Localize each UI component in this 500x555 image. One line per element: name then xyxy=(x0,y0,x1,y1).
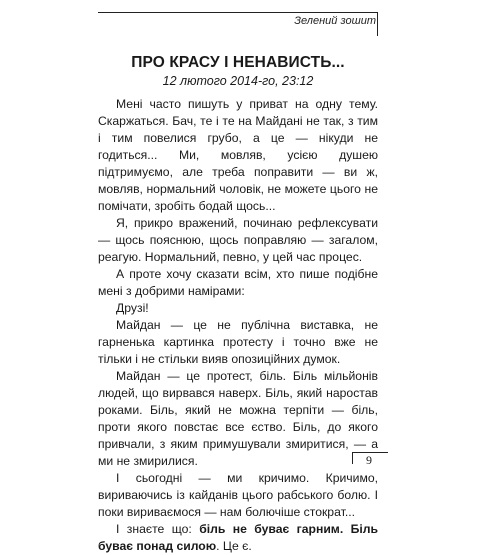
article-body xyxy=(98,96,378,555)
paragraph: А проте хочу сказати всім, хто пише подібне мені з добрими намірами: xyxy=(98,267,378,298)
closing-bold-statement: біль не буває гарним. Біль буває понад силою xyxy=(98,522,378,553)
page-number: 9 xyxy=(366,453,372,467)
section-title: Зелений зошит xyxy=(294,15,376,27)
paragraph: Майдан — це не публічна виставка, не гарненька картинка протесту і точно вже не тільки і не стільки вияв опозиційних думок. xyxy=(98,318,378,366)
article-date: 12 лютого 2014-го, 23:12 xyxy=(162,74,314,88)
paragraph: Друзі! xyxy=(116,301,149,315)
closing-intro: І знаєте що: xyxy=(116,522,200,536)
paragraph: Я, прикро вражений, починаю рефлексувати — щось пояснюю, щось поправляю — загалом, реагую. Нормальний, певно, у цей час процес. xyxy=(98,216,378,264)
paragraph: І сьогодні — ми кричимо. Кричимо, вириваючись із кайданів цього рабського болю. І поки вириваємося — нам болючіше стократ... xyxy=(98,471,378,519)
article-title: ПРО КРАСУ І НЕНАВИСТЬ... xyxy=(131,54,345,71)
paragraph: Мені часто пишуть у приват на одну тему. Скаржаться. Бач, те і те на Майдані не так, з тим і тим повелися грубо, а це — нікуди не годиться... Ми, мовляв, усією душею підтримуємо, але треба поправити — ви ж, мовляв, нормальний чоловік, не можете цього не помічати, зробіть бодай щось... xyxy=(98,97,378,213)
closing-paragraph xyxy=(98,521,378,555)
paragraph: Майдан — це протест, біль. Біль мільйонів людей, що вирвався наверх. Біль, який наростав роками. Біль, який не можна терпіти — біль, проти якого повстає все єство. Біль, до якого привчали, з яким примушували змиритися, — а ми не змирилися. xyxy=(98,369,378,468)
closing-outro: . Це є. xyxy=(216,539,252,553)
